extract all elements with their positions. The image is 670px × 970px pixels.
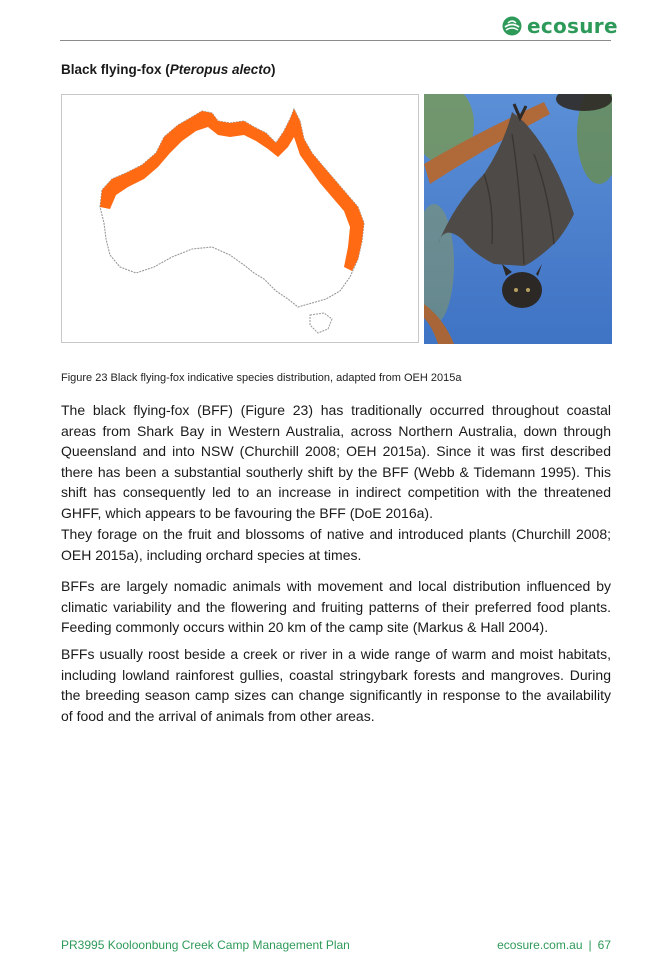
paragraph-1: The black flying-fox (BFF) (Figure 23) has traditionally occurred throughout coastal areas from Shark Bay in Western Australia, across Northern Australia, down through Queensland and into NSW (Churchill 2008; OEH 2015a). Since it was first described there has been a substantial southerly shift by the BFF (Webb & Tidemann 1995). This shift has consequently led to an increase in indirect competition with the threatened GHFF, which appears to be favouring the BFF (DoE 2016a). xyxy=(61,402,611,521)
heading-latin-name: Pteropus alecto xyxy=(169,62,272,77)
footer-website-link[interactable]: ecosure.com.au xyxy=(497,938,583,952)
heading-common-name: Black flying-fox ( xyxy=(61,62,170,77)
ecosure-leaf-logo-icon xyxy=(502,16,522,36)
page-number: 67 xyxy=(597,938,611,952)
distribution-map xyxy=(61,94,419,343)
paragraph-2: They forage on the fruit and blossoms of native and introduced plants (Churchill 2008; OEH 2015a), including orchard species at times. xyxy=(61,526,611,563)
footer-document-title: PR3995 Kooloonbung Creek Camp Management Plan xyxy=(61,938,350,952)
paragraph-4: BFFs usually roost beside a creek or river in a wide range of warm and moist habitats, including lowland rainforest gullies, coastal stringybark forests and mangroves. During the breeding season camp sizes can change significantly in response to the availability of food and the arrival of animals from other areas. xyxy=(61,646,611,724)
header-divider xyxy=(60,40,611,41)
footer-separator: | xyxy=(588,938,592,952)
black-flying-fox-photo-icon xyxy=(424,94,612,344)
footer-right xyxy=(497,938,611,952)
figure-caption: Figure 23 Black flying-fox indicative species distribution, adapted from OEH 2015a xyxy=(61,372,462,384)
paragraph-3: BFFs are largely nomadic animals with movement and local distribution influenced by climatic variability and the flowering and fruiting patterns of their preferred food plants. Feeding commonly occurs within 20 km of the camp site (Markus & Hall 2004). xyxy=(61,578,611,635)
heading-close: ) xyxy=(271,62,276,77)
ecosure-logo xyxy=(502,14,618,38)
section-heading xyxy=(61,62,276,77)
australia-distribution-map-icon xyxy=(62,95,418,342)
bat-photo xyxy=(424,94,612,344)
logo-wordmark: ecosure xyxy=(527,14,618,38)
